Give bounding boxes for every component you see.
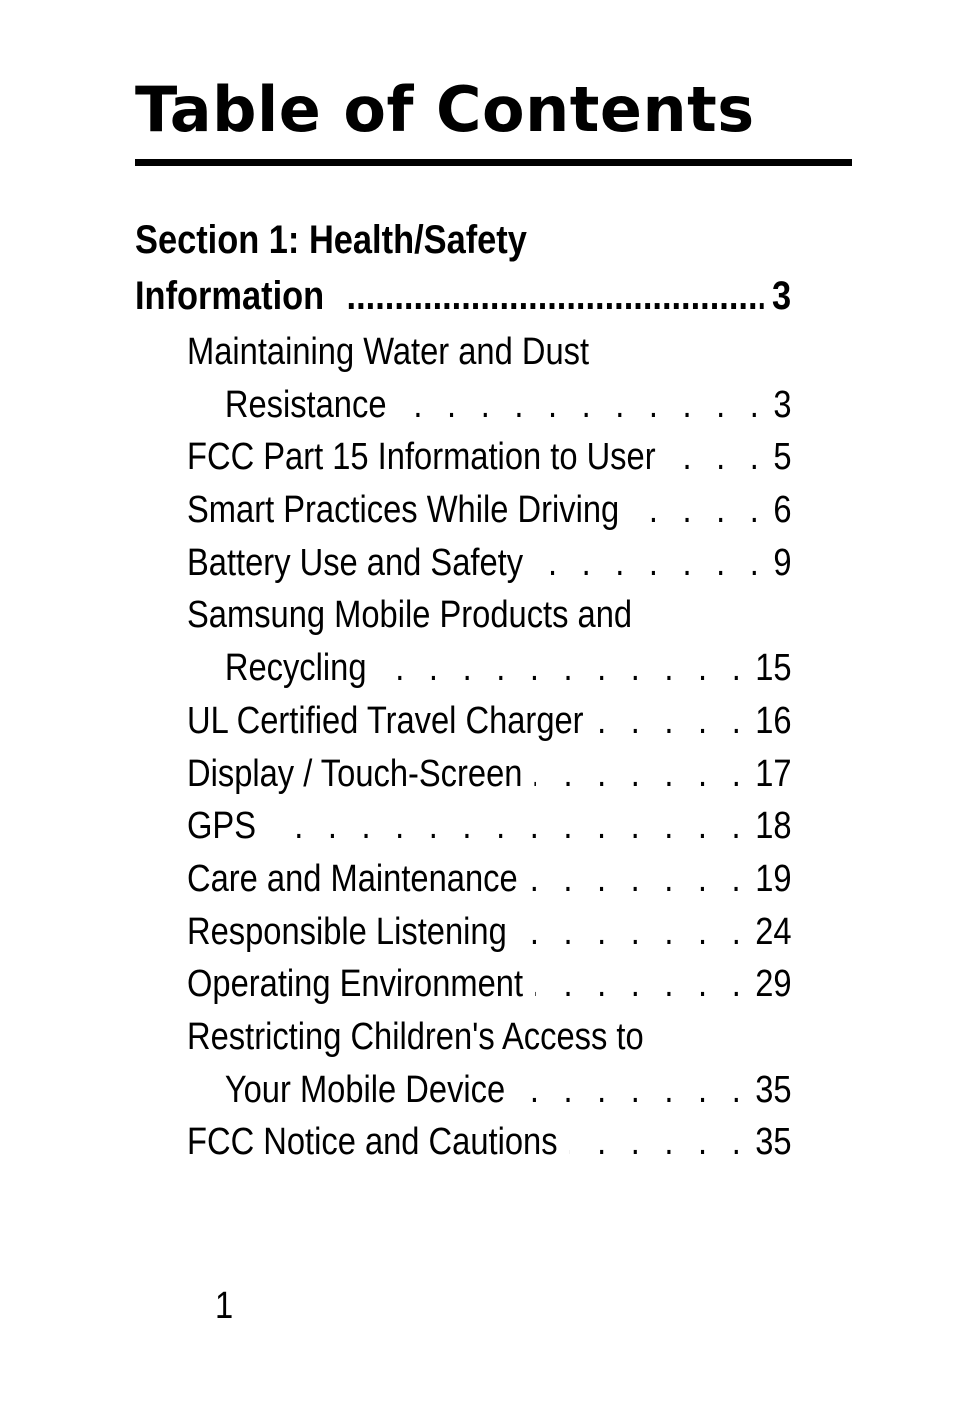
toc-entries (187, 326, 792, 1169)
toc-entry-line[interactable] (187, 800, 792, 853)
toc-entry-title: Responsible Listening (187, 910, 507, 953)
toc-entry-title: UL Certified Travel Charger (187, 699, 584, 742)
toc-entry-line[interactable] (187, 537, 792, 590)
toc-entry-page-number: 6 (773, 489, 792, 532)
section-heading-line-1 (135, 212, 791, 268)
toc-entry-line-continued[interactable] (187, 379, 792, 432)
toc-entry-page-number: 18 (755, 805, 792, 848)
toc-entry-title: Care and Maintenance (187, 857, 518, 900)
toc-entry-line[interactable] (187, 484, 792, 537)
toc-entry-title-continued: Your Mobile Device (224, 1068, 506, 1111)
toc-entry-page-number: 19 (755, 857, 792, 900)
dot-leader (379, 642, 749, 695)
toc-entry-title: GPS (187, 805, 257, 848)
toc-entry-title: Restricting Children's Access to (187, 1015, 644, 1058)
toc-entry-page-number: 35 (755, 1121, 792, 1164)
page-number: 1 (215, 1285, 234, 1327)
toc-entry-line[interactable] (187, 1116, 792, 1169)
page-title: Table of Contents (135, 73, 755, 146)
toc-entry-line[interactable] (187, 958, 792, 1011)
dot-leader (535, 958, 748, 1011)
toc-entry-page-number: 3 (773, 383, 792, 426)
dot-leader (517, 1064, 748, 1117)
section-page-number: 3 (772, 274, 792, 318)
dot-leader (268, 800, 748, 853)
dot-leader (631, 484, 766, 537)
toc-entry-line-continued[interactable] (187, 642, 792, 695)
dot-leader (530, 853, 749, 906)
toc-entry-page-number: 29 (755, 963, 792, 1006)
dot-leader (535, 537, 766, 590)
toc-entry-line[interactable] (187, 326, 792, 379)
toc-entry-page-number: 5 (773, 436, 792, 479)
toc-entry-title-continued: Resistance (224, 383, 387, 426)
section-title: Section 1: Health/Safety (135, 218, 527, 262)
toc-entry-line[interactable] (187, 748, 792, 801)
toc-entry-title: FCC Part 15 Information to User (187, 436, 656, 479)
dot-leader (519, 906, 749, 959)
toc-entry-title: Smart Practices While Driving (187, 489, 620, 532)
section-heading (135, 212, 791, 324)
toc-entry-page-number: 35 (755, 1068, 792, 1111)
section-title-continued: Information (135, 274, 325, 318)
section-heading-line-2[interactable] (135, 268, 791, 324)
toc-entry-page-number: 15 (755, 647, 792, 690)
toc-entry-line[interactable] (187, 589, 792, 642)
toc-entry-list (187, 326, 792, 1169)
dot-leader (399, 379, 767, 432)
toc-entry-line[interactable] (187, 906, 792, 959)
toc-entry-page-number: 24 (755, 910, 792, 953)
dot-leader (596, 695, 749, 748)
toc-entry-title: Samsung Mobile Products and (187, 594, 633, 637)
toc-entry-title: Operating Environment (187, 963, 524, 1006)
toc-entry-title: Display / Touch-Screen (187, 752, 523, 795)
toc-entry-title: FCC Notice and Cautions (187, 1121, 558, 1164)
dot-leader (347, 268, 764, 324)
toc-entry-title-continued: Recycling (224, 647, 367, 690)
title-rule (135, 159, 852, 166)
toc-entry-page-number: 16 (755, 699, 792, 742)
toc-entry-line-continued[interactable] (187, 1064, 792, 1117)
dot-leader (534, 748, 748, 801)
toc-entry-line[interactable] (187, 695, 792, 748)
dot-leader (668, 431, 767, 484)
toc-entry-line[interactable] (187, 1011, 792, 1064)
toc-entry-page-number: 9 (773, 541, 792, 584)
toc-entry-title: Battery Use and Safety (187, 541, 524, 584)
dot-leader (570, 1116, 749, 1169)
toc-entry-page-number: 17 (755, 752, 792, 795)
toc-entry-line[interactable] (187, 431, 792, 484)
toc-entry-title: Maintaining Water and Dust (187, 331, 590, 373)
toc-entry-line[interactable] (187, 853, 792, 906)
